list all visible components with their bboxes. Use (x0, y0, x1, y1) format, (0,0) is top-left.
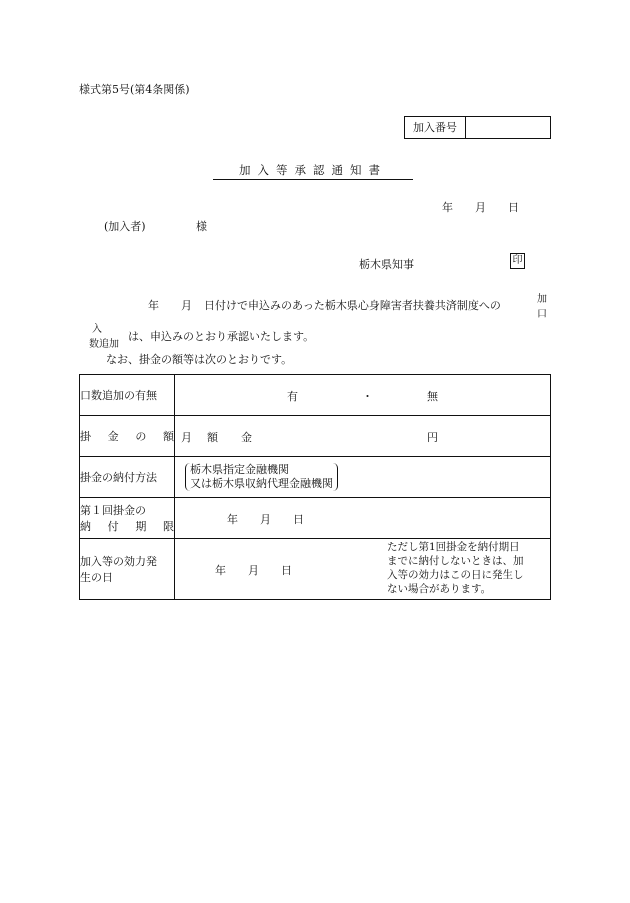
table-row (80, 498, 551, 539)
seal-mark: 印 (510, 253, 525, 269)
yen-label: 円 (427, 431, 438, 444)
body-text: 日付けで申込みのあった栃木県心身障害者扶養共済制度への (204, 299, 501, 312)
document-title: 加入等承認通知書 (213, 162, 413, 180)
join-number-label: 加入番号 (405, 117, 466, 138)
note-line: 入等の効力はこの日に発生し (387, 569, 524, 581)
effective-note (387, 540, 524, 596)
label-char: の (135, 430, 147, 443)
row-value (175, 457, 551, 498)
row-value (175, 539, 551, 600)
option-separator: ・ (362, 390, 373, 403)
label-line: 生の日 (80, 571, 113, 584)
amount-label: 額 (207, 431, 218, 444)
payment-option-2: 又は栃木県収納代理金融機関 (190, 477, 333, 490)
table-row (80, 539, 551, 600)
option-yes[interactable]: 有 (287, 390, 298, 403)
row-label (80, 416, 175, 457)
label-char: 限 (162, 520, 174, 533)
label-char: 付 (107, 520, 119, 533)
ruby-char: 加 (537, 294, 547, 305)
effective-date: 年 月 日 (215, 564, 292, 577)
governor-title: 栃木県知事 (359, 258, 414, 271)
row-label: 掛金の納付方法 (80, 457, 175, 498)
payment-options (185, 463, 338, 491)
form-number-label: 様式第5号(第4条関係) (79, 83, 190, 96)
payment-option-1: 栃木県指定金融機関 (190, 463, 289, 476)
body-continuation: は、申込みのとおり承認いたします。 (128, 330, 315, 343)
row-value (175, 416, 551, 457)
ruby-char: 口 (537, 309, 547, 320)
ruby-char: 数追加 (89, 339, 119, 350)
monthly-label: 月 (181, 431, 192, 444)
label-char: 掛 (80, 430, 91, 443)
applicant-label: (加入者) (104, 220, 146, 233)
row-value (175, 375, 551, 416)
note-line: ない場合があります。 (387, 583, 492, 595)
ruby-char: 入 (92, 324, 102, 335)
note-text: なお、掛金の額等は次のとおりです。 (106, 353, 293, 366)
label-char: 金 (107, 430, 119, 443)
table-row (80, 375, 551, 416)
note-line: までに納付しないときは、加 (387, 555, 524, 567)
label-char: 額 (162, 430, 174, 443)
label-line: 第１回掛金の (80, 504, 146, 517)
application-date: 年 月 (148, 299, 192, 312)
deadline-date: 年 月 日 (227, 513, 304, 526)
row-value (175, 498, 551, 539)
table-row (80, 457, 551, 498)
label-line: 加入等の効力発 (80, 555, 157, 568)
issue-date: 年 月 日 (442, 201, 519, 214)
label-char: 納 (80, 520, 91, 533)
details-table (79, 374, 551, 600)
honorific: 様 (196, 220, 207, 233)
row-label: 口数追加の有無 (80, 375, 175, 416)
join-number-field[interactable] (466, 117, 550, 138)
money-label: 金 (241, 431, 252, 444)
table-row (80, 416, 551, 457)
row-label (80, 539, 175, 600)
option-no[interactable]: 無 (427, 390, 438, 403)
label-char: 期 (135, 520, 147, 533)
row-label (80, 498, 175, 539)
note-line: ただし第1回掛金を納付期日 (387, 541, 520, 553)
join-number-box (404, 116, 551, 139)
